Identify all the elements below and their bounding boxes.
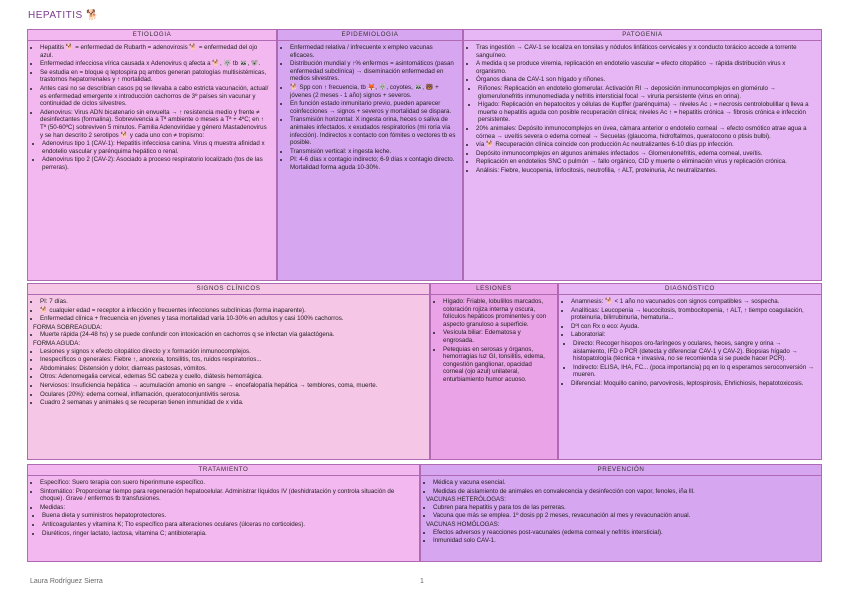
list-item: • Indirecto: ELISA, IHA, FC... (poca importancia) pq en lo q esperamos seroconversión → mueren. xyxy=(573,364,816,379)
list-item: • A medida q se produce viremia, replicación en endotelio vascular = efecto citopático → rápida distribución virus x organismo. xyxy=(476,60,816,75)
list-item: • Dºl con Rx o eco: Ayuda. xyxy=(571,323,816,331)
aguda-title: FORMA AGUDA: xyxy=(33,339,81,347)
list-item: • Enfermedad infecciosa vírica causada x Adenovirus q afecta a 🐕, 🐺 tb 🦝, 🐨. xyxy=(40,60,271,68)
prevencion-box xyxy=(420,464,822,562)
signos-box xyxy=(27,283,430,460)
epidemiologia-body xyxy=(278,41,462,176)
etiologia-sublist xyxy=(33,140,271,171)
tratamiento-header: TRATAMIENTO xyxy=(28,465,419,476)
epidemiologia-header: EPIDEMIOLOGIA xyxy=(278,30,462,41)
list-item: • Inespecíficos o generales: Fiebre ↑, anorexia, tonsilitis, tos, ruidos respiratorios... xyxy=(40,356,424,364)
sobreaguda-list xyxy=(33,331,424,339)
diagnostico-header: DIAGNÓSTICO xyxy=(559,284,821,295)
list-item: • vía 🐕 Recuperación clínica coincide con producción Ac neutralizantes 6-10 días pp infección. xyxy=(476,141,816,149)
dog-icon: 🐕 xyxy=(85,10,99,21)
epidemiologia-box xyxy=(277,29,463,281)
signos-header: SIGNOS CLÍNICOS xyxy=(28,284,429,295)
patogenia-box xyxy=(463,29,822,281)
patogenia-list-2 xyxy=(469,125,816,175)
prevencion-body xyxy=(421,476,821,549)
list-item: • Adenovirus tipo 1 (CAV-1): Hepatitis infecciosa canina. Virus q muestra afinidad x endotelio vascular y parénquima hepático o renal. xyxy=(42,140,271,155)
list-item: • PI: 7 días. xyxy=(40,298,424,306)
list-item: • Distribución mundial y ↑% enfermos = asintomáticos (pasan enfermedad subclínica) → diseminación enfermedad en medios silvestres. xyxy=(290,60,457,83)
patogenia-header: PATOGENIA xyxy=(464,30,821,41)
lesiones-header: LESIONES xyxy=(431,284,557,295)
list-item: • Petequias en serosas y órganos, hemorragias luz GI, tonsilitis, edema, congestión ganglionar, opacidad corneal (ojo azul) unilateral, enturbiamiento humor acuoso. xyxy=(443,346,552,384)
diagnostico-box xyxy=(558,283,822,460)
lesiones-body xyxy=(431,295,557,388)
diagnostico-list xyxy=(564,298,816,339)
list-item: • PI: 4-6 días x contagio indirecto; 6-9 días x contagio directo. Mortalidad forma aguda 10-30%. xyxy=(290,156,457,171)
list-item: • Nerviosos: Insuficiencia hepática → acumulación amonio en sangre → encefalopatía hepática → temblores, coma, muerte. xyxy=(40,382,424,390)
signos-body xyxy=(28,295,429,411)
signos-list xyxy=(33,298,424,323)
etiologia-box xyxy=(27,29,277,281)
page-title xyxy=(28,10,99,21)
list-item: • Laboratorial: xyxy=(571,331,816,339)
list-item: • Oculares (20%): edema corneal, inflamación, queratoconjuntivitis serosa. xyxy=(40,391,424,399)
list-item: • 🐕 Spp con ↑ frecuencia, tb 🦊, 🐺, coyotes, 🦝, 🐻 + jóvenes (2 meses - 1 año) signos + severos. xyxy=(290,84,457,99)
list-item: • Medidas: xyxy=(40,504,414,512)
tratamiento-box xyxy=(27,464,420,562)
list-item: • Replicación en endotelios SNC o pulmón → fallo orgánico, CID y muerte o eliminación virus y replicación crónica. xyxy=(476,158,816,166)
list-item: • Vacuna que más se emplea. 1º dosis pp 2 meses, revacunación al mes y revacunación anual. xyxy=(433,512,816,520)
list-item: • Muerte rápida (24-48 hs) y se puede confundir con intoxicación en cachorros q se infectan vía galactógena. xyxy=(40,331,424,339)
list-item: • Cubren para hepatitis y para tos de las perreras. xyxy=(433,504,816,512)
list-item: • Se estudia en = bloque q leptospira pq ambos generan patologías multisistémicas, trastornos hepatorrenales y ↑ mortalidad. xyxy=(40,69,271,84)
list-item: • Transmisión horizontal: X ingesta orina, heces o saliva de animales infectados. x exudados respiratorios (mi roría vía infección). Indirectos x contacto con fómites o vectores tb es posible. xyxy=(290,116,457,146)
aguda-list xyxy=(33,348,424,407)
list-item: • Cuadro 2 semanas y animales q se recuperan tienen inmunidad de x vida. xyxy=(40,399,424,407)
list-item: • Adenovirus tipo 2 (CAV-2): Asociado a proceso respiratorio localizado (tos de las perreras). xyxy=(42,156,271,171)
list-item: • Anamnesis: 🐕 < 1 año no vacunados con signos compatibles → sospecha. xyxy=(571,298,816,306)
list-item: • Otros: Adenomegalia cervical, edemas SC cabeza y cuello, diátesis hemorrágica. xyxy=(40,373,424,381)
list-item: • Anticoagulantes y vitamina K; Tto específico para alteraciones oculares (úlceras no corticoides). xyxy=(42,521,414,529)
heterologas-list xyxy=(426,504,816,520)
patogenia-list xyxy=(469,44,816,84)
list-item: • Diuréticos, ringer lactato, lactosa, vitamina C; antibioterapia. xyxy=(42,530,414,538)
list-item: • Antes casi no se describían casos pq se llevaba a cabo estricta vacunación, actual/ es enfermedad emergente x introducción cachorros de 3º países sin vacunar y continuidad de ciclos silvestres. xyxy=(40,85,271,108)
list-item: • Enfermedad relativa / infrecuente x empleo vacunas eficaces. xyxy=(290,44,457,59)
list-item: • Buena dieta y suministros hepatoprotectores. xyxy=(42,512,414,520)
list-item: • Diferencial: Moquillo canino, parvovirosis, leptospirosis, Ehrlichiosis, hepatotoxicosis. xyxy=(571,380,816,388)
patogenia-body xyxy=(464,41,821,179)
prevencion-header: PREVENCIÓN xyxy=(421,465,821,476)
tratamiento-list xyxy=(33,479,414,511)
list-item: • Análisis: Fiebre, leucopenia, linfocitosis, neutrofilia, ↑ ALT, proteinuria, Ac neutralizantes. xyxy=(476,167,816,175)
list-item: • Específico: Suero terapia con suero hiperinmune específico. xyxy=(40,479,414,487)
list-item: • Hígado: Replicación en hepatocitos y células de Kupffer (parénquima) → niveles Ac ↓ = necrosis centrolobulillar q lleva a muerte o hepatitis aguda con posible recuperación clínica; niveles Ac ↑ = hepatitis crónica → fibrosis crónica e infección persistente. xyxy=(478,101,816,124)
diagnostico-list-2 xyxy=(564,380,816,388)
list-item: • Analíticas: Leucopenia → leucocitosis, trombocitopenia, ↑ ALT, ↑ tiempo coagulación, proteinuria, bilirrubinuria, hematuria... xyxy=(571,307,816,322)
heterologas-title: VACUNAS HETERÓLOGAS: xyxy=(426,496,506,504)
list-item: • Adenovirus: Virus ADN bicatenario sin envuelta → ↑ resistencia medio y frente ≠ desinfectantes (formalina). Sobrevivencia a Tª ambiente o meses a Tª + 4ºC; en ↑ Tª (50-60ºC) sobreviven 5 minutos. Familia Adenoviridae y género Mastadenovirus y se han descrito 2 serotipos 🐕 y cada uno con ≠ tropismo: xyxy=(40,109,271,139)
list-item: • Órganos diana de CAV-1 son hígado y riñones. xyxy=(476,76,816,84)
list-item: • Tras ingestión → CAV-1 se localiza en tonsilas y nódulos linfáticos cervicales y x conducto torácico accede a torrente sanguíneo. xyxy=(476,44,816,59)
list-item: • Sintomático: Proporcionar tiempo para regeneración hepatocelular. Administrar líquidos IV (deshidratación y controla situación de choque). Grave / enfermos tb transfusiones. xyxy=(40,488,414,503)
list-item: • Riñones: Replicación en endotelio glomerular. Activación RI → deposición inmunocomplejos en glomérulo → glomerulonefritis inmunomediada y nefritis intersticial focal → viruria persistente (virus en orina). xyxy=(478,85,816,100)
diagnostico-body xyxy=(559,295,821,392)
list-item: • Abdominales: Distensión y dolor, diarreas pastosas, vómitos. xyxy=(40,365,424,373)
list-item: • Transmisión vertical: x ingesta leche. xyxy=(290,148,457,156)
patogenia-sublist xyxy=(469,85,816,124)
list-item: • Directo: Recoger hisopos oro-faríngeos y oculares, heces, sangre y orina → aislamiento, IFD o PCR (detecta y diferenciar CAV-1 y CAV-2). Biopsias hígado → histopatología (técnica + invasiva, no se recomienda si se puede hacer PCR). xyxy=(573,340,816,363)
list-item: • Depósito inmunocomplejos en algunos animales infectados → Glomerulonefritis, edema corneal, uveítis. xyxy=(476,150,816,158)
list-item: • Enfermedad clínica + frecuencia en jóvenes y tasa mortalidad varía 10-30% en adultos y casi 100% cachorros. xyxy=(40,315,424,323)
list-item: • Inmunidad solo CAV-1. xyxy=(433,537,816,545)
etiologia-header: ETIOLOGIA xyxy=(28,30,276,41)
footer-page-number: 1 xyxy=(420,578,424,585)
diagnostico-sublist xyxy=(564,340,816,379)
tratamiento-body xyxy=(28,476,419,541)
tratamiento-sublist xyxy=(33,512,414,537)
prevencion-list xyxy=(426,479,816,495)
list-item: • En función estado inmunitario previo, pueden aparecer coinfecciones → signos + severos y mortalidad se dispara. xyxy=(290,100,457,115)
list-item: • Hepatitis 🐕 = enfermedad de Rubarth = adenovirosis 🐕 = enfermedad del ojo azul. xyxy=(40,44,271,59)
list-item: • Hígado: Friable, lobulillos marcados, coloración rojiza interna y oscura, folículos hepáticos prominentes y con aspecto granuloso a superficie. xyxy=(443,298,552,328)
list-item: • Lesiones y signos x efecto citopático directo y x formación inmunocomplejos. xyxy=(40,348,424,356)
homologas-title: VACUNAS HOMÓLOGAS: xyxy=(426,520,500,528)
lesiones-box xyxy=(430,283,558,460)
list-item: • 20% animales: Depósito inmunocomplejos en úvea, cámara anterior o endotelio corneal → efecto osmótico atrae agua a córnea → uveítis severa o edema corneal → Secuelas (glaucoma, hidroftalmos, queratocono o ptisis bulbi). xyxy=(476,125,816,140)
list-item: • 🐕 cualquier edad = receptor a infección y frecuentes infecciones subclínicas (forma inaparente). xyxy=(40,307,424,315)
list-item: • Vesícula biliar: Edematosa y engrosada. xyxy=(443,329,552,344)
lesiones-list xyxy=(436,298,552,384)
epidemiologia-list xyxy=(283,44,457,172)
list-item: • Medidas de aislamiento de animales en convalecencia y desinfección con vapor, fenoles, iña lll. xyxy=(433,488,816,496)
list-item: • Médica y vacuna esencial. xyxy=(433,479,816,487)
etiologia-body xyxy=(28,41,276,176)
etiologia-list xyxy=(33,44,271,139)
homologas-list xyxy=(426,529,816,545)
page-title-text: HEPATITIS xyxy=(28,10,83,21)
sobreaguda-title: FORMA SOBREAGUDA: xyxy=(33,323,103,331)
footer-author: Laura Rodríguez Sierra xyxy=(30,578,103,585)
list-item: • Efectos adversos y reacciones post-vacunales (edema corneal y nefritis intersticial). xyxy=(433,529,816,537)
